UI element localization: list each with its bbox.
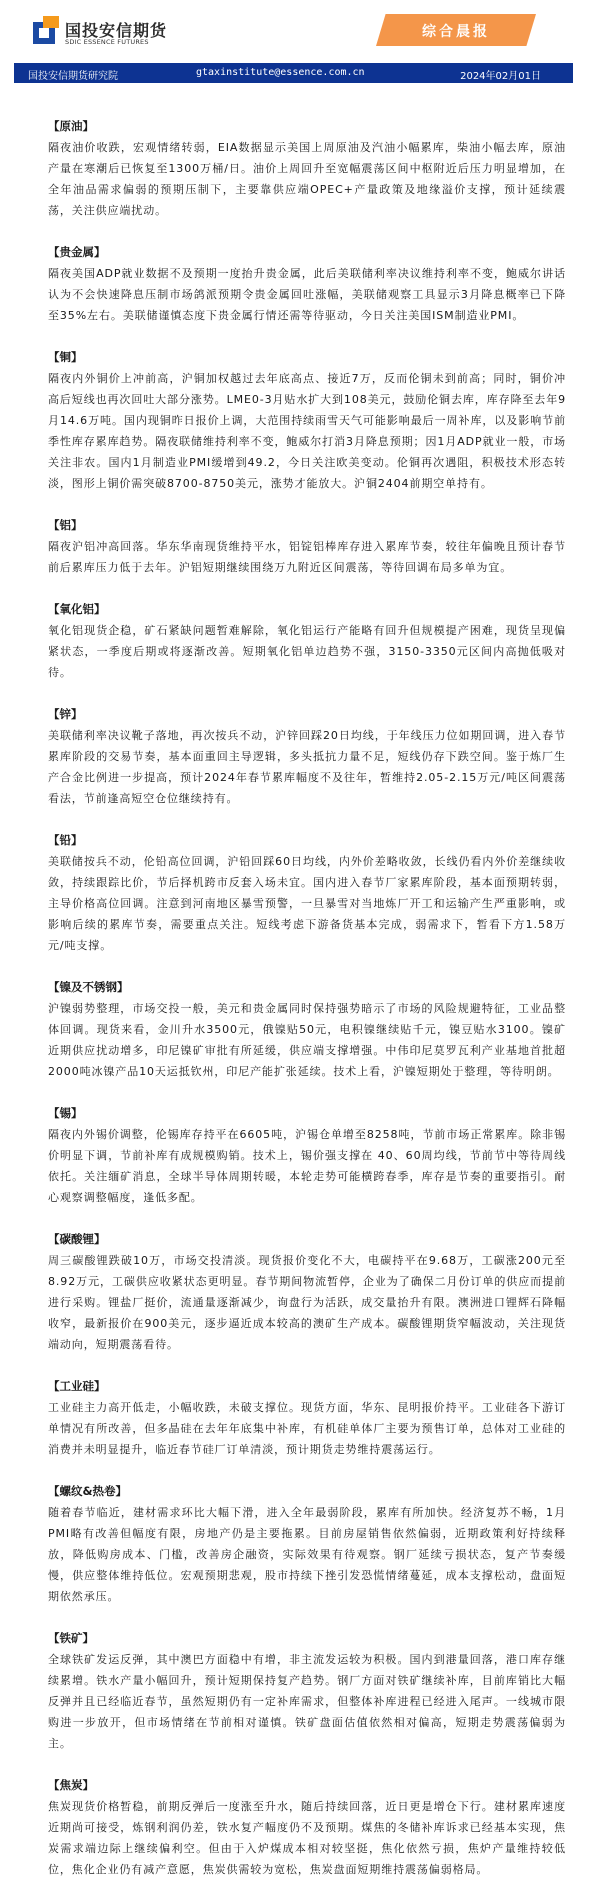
report-header xyxy=(0,0,615,62)
section-title: 【锌】 xyxy=(48,707,83,721)
section-title: 【锡】 xyxy=(48,1106,83,1120)
section-text: 氧化铝现货企稳，矿石紧缺问题暂难解除，氧化铝运行产能略有回升但规模提产困难，现货呈现偏紧状态，一季度后期或将逐渐改善。短期氧化铝单边趋势不强，3150-3350元区间内高抛低吸对待。 xyxy=(48,624,566,679)
section-tin xyxy=(48,1103,566,1208)
section-iron-ore xyxy=(48,1628,566,1754)
company-logo xyxy=(33,14,168,50)
section-text: 美联储利率决议靴子落地，再次按兵不动，沪锌回踩20日均线，于年线压力位如期回调，进入春节累库阶段的交易节奏，基本面重回主导逻辑，多头抵抗力量不足，短线仍存下跌空间。鉴于炼厂生产合金比例进一步提高，预计2024年春节累库幅度不及往年，暂维持2.05-2.15万元/吨区间震荡看法，节前逢高短空仓位继续持有。 xyxy=(48,729,566,805)
section-alumina xyxy=(48,599,566,683)
section-title: 【贵金属】 xyxy=(48,245,106,259)
section-text: 随着春节临近，建材需求环比大幅下滑，进入全年最弱阶段，累库有所加快。经济复苏不畅，1月PMI略有改善但幅度有限，房地产仍是主要拖累。目前房屋销售依然偏弱，近期政策利好持续释放，降低购房成本、门槛，改善房企融资，实际效果有待观察。钢厂延续亏损状态，复产节奏缓慢，供应整体维持低位。宏观预期悲观，股市持续下挫引发恐慌情绪蔓延，成本支撑松动，盘面短期依然承压。 xyxy=(48,1506,566,1603)
section-aluminum xyxy=(48,515,566,578)
report-type-label: 综合晨报 xyxy=(422,24,490,40)
section-title: 【工业硅】 xyxy=(48,1379,106,1393)
logo-english-name: SDIC ESSENCE FUTURES xyxy=(65,38,149,46)
section-text: 美联储按兵不动，伦铅高位回调，沪铅回踩60日均线，内外价差略收敛，长线仍看内外价差继续收敛，持续跟踪比价，节后择机跨市反套入场未宜。国内进入春节厂家累库阶段，基本面预期转弱，主导价格高位回调。注意到河南地区暴雪预警，一旦暴雪对当地炼厂开工和运输产生严重影响，或影响后续的累库节奏，需要重点关注。短线考虑下游备货基本完成，弱需求下，暂看下方1.58万元/吨支撑。 xyxy=(48,855,566,952)
section-text: 隔夜美国ADP就业数据不及预期一度抬升贵金属，此后美联储利率决议维持利率不变，鲍威尔讲话认为不会快速降息压制市场鸽派预期令贵金属回吐涨幅，美联储观察工具显示3月降息概率已下降至35%左右。美联储谨慎态度下贵金属行情还需等待驱动，今日关注美国ISM制造业PMI。 xyxy=(48,267,566,322)
section-title: 【原油】 xyxy=(48,119,94,133)
section-text: 隔夜油价收跌，宏观情绪转弱，EIA数据显示美国上周原油及汽油小幅累库，柴油小幅去库，原油产量在寒潮后已恢复至1300万桶/日。油价上周回升至宽幅震荡区间中枢附近后压力明显增加，在全年油品需求偏弱的预期压制下，主要靠供应端OPEC+产量政策及地缘溢价支撑，预计延续震荡，关注供应端扰动。 xyxy=(48,141,566,217)
section-nickel-stainless xyxy=(48,977,566,1082)
section-lead xyxy=(48,830,566,956)
section-text: 隔夜内外铜价上冲前高，沪铜加权越过去年底高点、接近7万，反而伦铜未到前高；同时，铜价冲高后短线也再次回吐大部分涨势。LME0-3月贴水扩大到108美元，鼓励伦铜去库，库存降至去年9月14.6万吨。国内现铜昨日报价上调，大范围持续雨雪天气可能影响最后一周补库，以及影响节前季性库存累库趋势。隔夜联储维持利率不变，鲍威尔打消3月降息预期；因1月ADP就业一般，市场关注非农。国内1月制造业PMI缓增到49.2，今日关注欧美变动。伦铜再次遇阻，积极技术形态转淡，图形上铜价需突破8700-8750美元，涨势才能放大。沪铜2404前期空单持有。 xyxy=(48,372,566,490)
section-text: 沪镍弱势整理，市场交投一般，美元和贵金属同时保持强势暗示了市场的风险规避特征，工业品整体回调。现货来看，金川升水3500元，俄镍贴50元，电积镍继续贴千元，镍豆贴水3100。镍矿近期供应扰动增多，印尼镍矿审批有所延缓，供应端支撑增强。中伟印尼莫罗瓦利产业基地首批超2000吨冰镍产品10天运抵钦州，印尼产能扩张延续。技术上看，沪镍短期处于整理，等待明朗。 xyxy=(48,1002,566,1078)
report-date: 2024年02月01日 xyxy=(460,71,541,82)
section-rebar-hrc xyxy=(48,1481,566,1607)
section-lithium-carbonate xyxy=(48,1229,566,1355)
section-title: 【铜】 xyxy=(48,350,83,364)
section-title: 【螺纹&热卷】 xyxy=(48,1484,128,1498)
logo-chinese-name: 国投安信期货 xyxy=(65,21,168,40)
contact-email[interactable]: gtaxinstitute@essence.com.cn xyxy=(196,67,365,78)
section-text: 周三碳酸锂跌破10万，市场交投清淡。现货报价变化不大，电碳持平在9.68万，工碳涨200元至8.92万元，工碳供应收紧状态更明显。春节期间物流暂停，企业为了确保二月份订单的供应而提前进行采购。锂盐厂挺价，流通量逐渐减少，询盘行为活跃，成交量抬升有限。澳洲进口锂辉石降幅收窄，最新报价在900美元，逐步逼近成本较高的澳矿生产成本。碳酸锂期货窄幅波动，关注现货端动向，短期震荡看待。 xyxy=(48,1254,566,1351)
section-text: 全球铁矿发运反弹，其中澳巴方面稳中有增，非主流发运较为积极。国内到港量回落，港口库存继续累增。铁水产量小幅回升，预计短期保持复产趋势。钢厂方面对铁矿继续补库，目前库销比大幅反弹并且已经临近春节，虽然短期仍有一定补库需求，但整体补库进程已经进入尾声。一线城市限购进一步放开，但市场情绪在节前相对谨慎。铁矿盘面估值依然相对偏高，短期走势震荡偏弱为主。 xyxy=(48,1653,566,1750)
section-text: 隔夜内外锡价调整，伦锡库存持平在6605吨，沪锡仓单增至8258吨，节前市场正常累库。除非锡价明显下调，节前补库有成规模购销。技术上，锡价强支撑在 40、60周均线，节前节中等待周线依托。关注缅矿消息，全球半导体周期转暖，本轮走势可能横跨春季，库存是节奏的重要指引。耐心观察调整幅度，逢低多配。 xyxy=(48,1128,566,1204)
institute-name: 国投安信期货研究院 xyxy=(28,71,118,82)
section-coke xyxy=(48,1775,566,1880)
section-copper xyxy=(48,347,566,494)
section-zinc xyxy=(48,704,566,809)
info-bar xyxy=(14,63,573,83)
section-title: 【铁矿】 xyxy=(48,1631,94,1645)
logo-mark-icon xyxy=(33,14,59,44)
section-title: 【碳酸锂】 xyxy=(48,1232,106,1246)
section-text: 工业硅主力高开低走，小幅收跌，未破支撑位。现货方面，华东、昆明报价持平。工业硅各下游订单情况有所改善，但多晶硅在去年年底集中补库，有机硅单体厂主要为预售订单，总体对工业硅的消费并未明显提升，临近春节硅厂订单清淡，预计期货走势维持震荡运行。 xyxy=(48,1401,566,1456)
section-industrial-silicon xyxy=(48,1376,566,1460)
section-title: 【铝】 xyxy=(48,518,83,532)
section-title: 【焦炭】 xyxy=(48,1778,94,1792)
section-title: 【氧化铝】 xyxy=(48,602,106,616)
section-precious-metals xyxy=(48,242,566,326)
section-crude-oil xyxy=(48,116,566,221)
section-text: 隔夜沪铝冲高回落。华东华南现货维持平水，铝锭铝棒库存进入累库节奏，较往年偏晚且预计春节前后累库压力低于去年。沪铝短期继续围绕万九附近区间震荡，等待回调布局多单为宜。 xyxy=(48,540,566,574)
section-text: 焦炭现货价格暂稳，前期反弹后一度涨至升水，随后持续回落，近日更是增仓下行。建材累库速度近期尚可接受，炼钢利润仍差，铁水复产幅度仍不及预期。煤焦的冬储补库诉求已经基本实现，焦炭需求端边际上继续偏利空。但由于入炉煤成本相对较坚挺，焦化依然亏损，焦炉产量维持较低位，焦化企业仍有减产意愿，焦炭供需较为宽松，焦炭盘面短期维持震荡偏弱格局。 xyxy=(48,1800,566,1876)
section-title: 【镍及不锈钢】 xyxy=(48,980,129,994)
section-title: 【铅】 xyxy=(48,833,83,847)
report-type-badge xyxy=(376,14,536,46)
report-body xyxy=(48,116,566,1901)
